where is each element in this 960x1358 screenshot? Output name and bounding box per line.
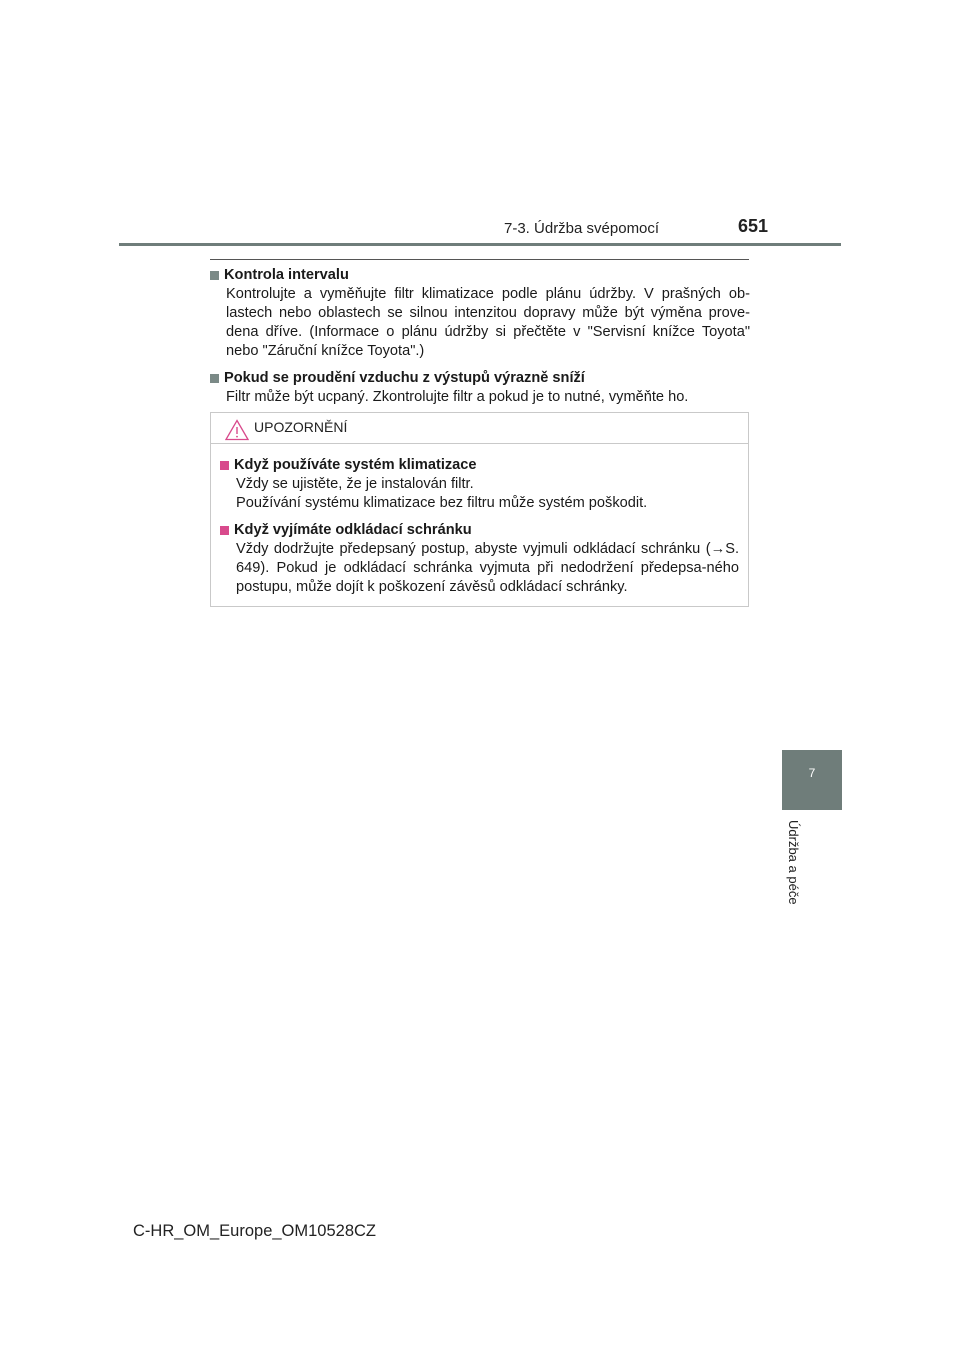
section-body (226, 285, 750, 361)
caution-body (211, 444, 748, 597)
header-divider (119, 243, 841, 246)
caution-line: Vždy se ujistěte, že je instalován filtr. (236, 476, 474, 492)
section-heading-text: Kontrola intervalu (224, 267, 349, 283)
caution-heading (220, 521, 739, 540)
caution-header (211, 413, 748, 444)
section-paragraph: Filtr může být ucpaný. Zkontrolujte filtr a pokud je to nutné, vyměňte ho. (226, 389, 689, 405)
section-heading (210, 369, 750, 388)
header-section-title: 7-3. Údržba svépomocí (504, 220, 660, 237)
chapter-label: Údržba a péče (786, 820, 801, 905)
square-bullet-icon (220, 526, 229, 535)
caution-heading-text: Když používáte systém klimatizace (234, 457, 477, 473)
section-heading-text: Pokud se proudění vzduchu z výstupů výrazně sníží (224, 370, 585, 386)
content-divider (210, 259, 749, 260)
caution-item-body (236, 475, 739, 513)
square-bullet-icon (210, 271, 219, 280)
square-bullet-icon (220, 461, 229, 470)
section-body (226, 388, 750, 407)
section-heading (210, 266, 750, 285)
caution-title: UPOZORNĚNÍ (254, 419, 348, 435)
document-code-footer: C-HR_OM_Europe_OM10528CZ (133, 1222, 377, 1240)
warning-triangle-icon (225, 419, 249, 441)
caution-heading (220, 456, 739, 475)
chapter-tab (782, 750, 842, 810)
caution-heading-text: Když vyjímáte odkládací schránku (234, 522, 472, 538)
chapter-number: 7 (808, 766, 816, 780)
square-bullet-icon (210, 374, 219, 383)
section-paragraph: Kontrolujte a vyměňujte filtr klimatizace podle plánu údržby. V prašných ob-lastech nebo oblastech se silnou intenzitou dopravy může být výměna prove-dena dříve. (Informace o plánu údržby si přečtěte v "Servisní knížce Toyota" nebo "Záruční knížce Toyota".) (226, 286, 750, 359)
caution-line: Používání systému klimatizace bez filtru může systém poškodit. (236, 495, 648, 511)
main-content (210, 266, 750, 415)
caution-line: Vždy dodržujte předepsaný postup, abyste vyjmuli odkládací schránku (→S. 649). Pokud je odkládací schránka vyjmuta při nedodržení předepsa-ného postupu, může dojít k poškození závěsů odkládací schránky. (236, 541, 739, 595)
page-number: 651 (738, 216, 769, 236)
caution-box (210, 412, 749, 607)
caution-item-body (236, 540, 739, 597)
